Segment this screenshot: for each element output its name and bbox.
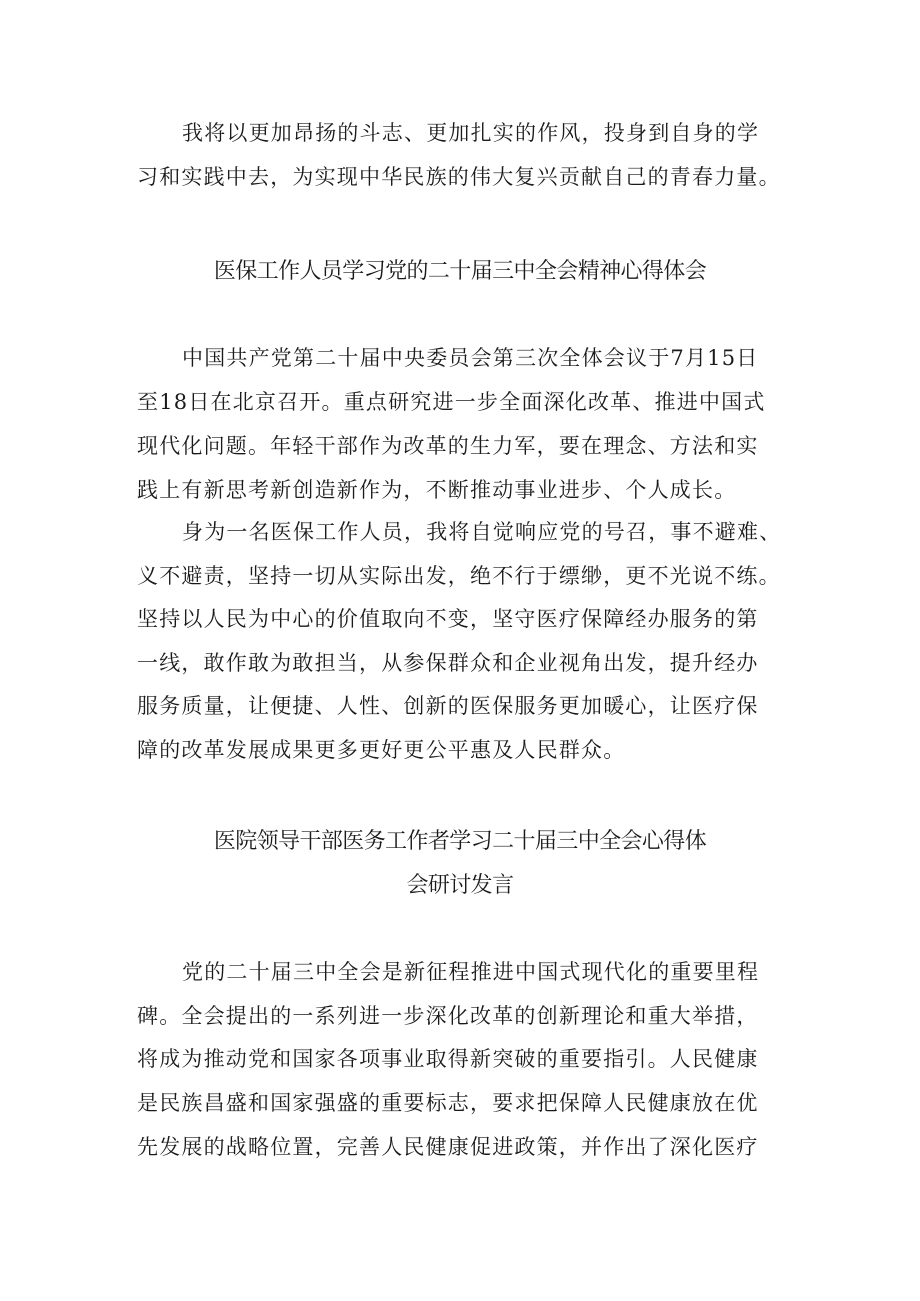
paragraph-line: 至18日在北京召开。重点研究进一步全面深化改革、推进中国式 (137, 390, 766, 414)
paragraph-line: 身为一名医保工作人员，我将自觉响应党的号召，事不避难、 (182, 520, 782, 544)
paragraph-line: 服务质量，让便捷、人性、创新的医保服务更加暖心，让医疗保 (137, 694, 759, 718)
paragraph-line: 党的二十届三中全会是新征程推进中国式现代化的重要里程 (182, 960, 760, 984)
paragraph-line: 义不避责，坚持一切从实际出发，绝不行于缥缈，更不光说不练。 (137, 564, 781, 588)
section-title-hospital-leaders-cont: 会研讨发言 (406, 873, 514, 898)
paragraph-line: 坚持以人民为中心的价值取向不变，坚守医疗保障经办服务的第 (137, 607, 759, 631)
section-title-hospital-leaders: 医院领导干部医务工作者学习二十届三中全会心得体 (213, 829, 707, 854)
paragraph-line: 先发展的战略位置，完善人民健康促进政策，并作出了深化医疗 (137, 1135, 759, 1159)
paragraph-line: 中国共产党第二十届中央委员会第三次全体会议于7月15日 (182, 346, 759, 370)
paragraph-line: 我将以更加昂扬的斗志、更加扎实的作风，投身到自身的学 (182, 121, 760, 145)
section-title-medical-insurance: 医保工作人员学习党的二十届三中全会精神心得体会 (213, 259, 707, 284)
paragraph-line: 现代化问题。年轻干部作为改革的生力军，要在理念、方法和实 (137, 434, 759, 458)
paragraph-line: 一线，敢作敢为敢担当，从参保群众和企业视角出发，提升经办 (137, 651, 759, 675)
paragraph-line: 习和实践中去，为实现中华民族的伟大复兴贡献自己的青春力量。 (137, 165, 781, 189)
paragraph-line: 碑。全会提出的一系列进一步深化改革的创新理论和重大举措， (137, 1004, 759, 1028)
paragraph-line: 是民族昌盛和国家强盛的重要标志，要求把保障人民健康放在优 (137, 1091, 759, 1115)
paragraph-line: 践上有新思考新创造新作为，不断推动事业进步、个人成长。 (137, 478, 737, 502)
paragraph-line: 将成为推动党和国家各项事业取得新突破的重要指引。人民健康 (137, 1047, 759, 1071)
paragraph-line: 障的改革发展成果更多更好更公平惠及人民群众。 (137, 738, 626, 762)
